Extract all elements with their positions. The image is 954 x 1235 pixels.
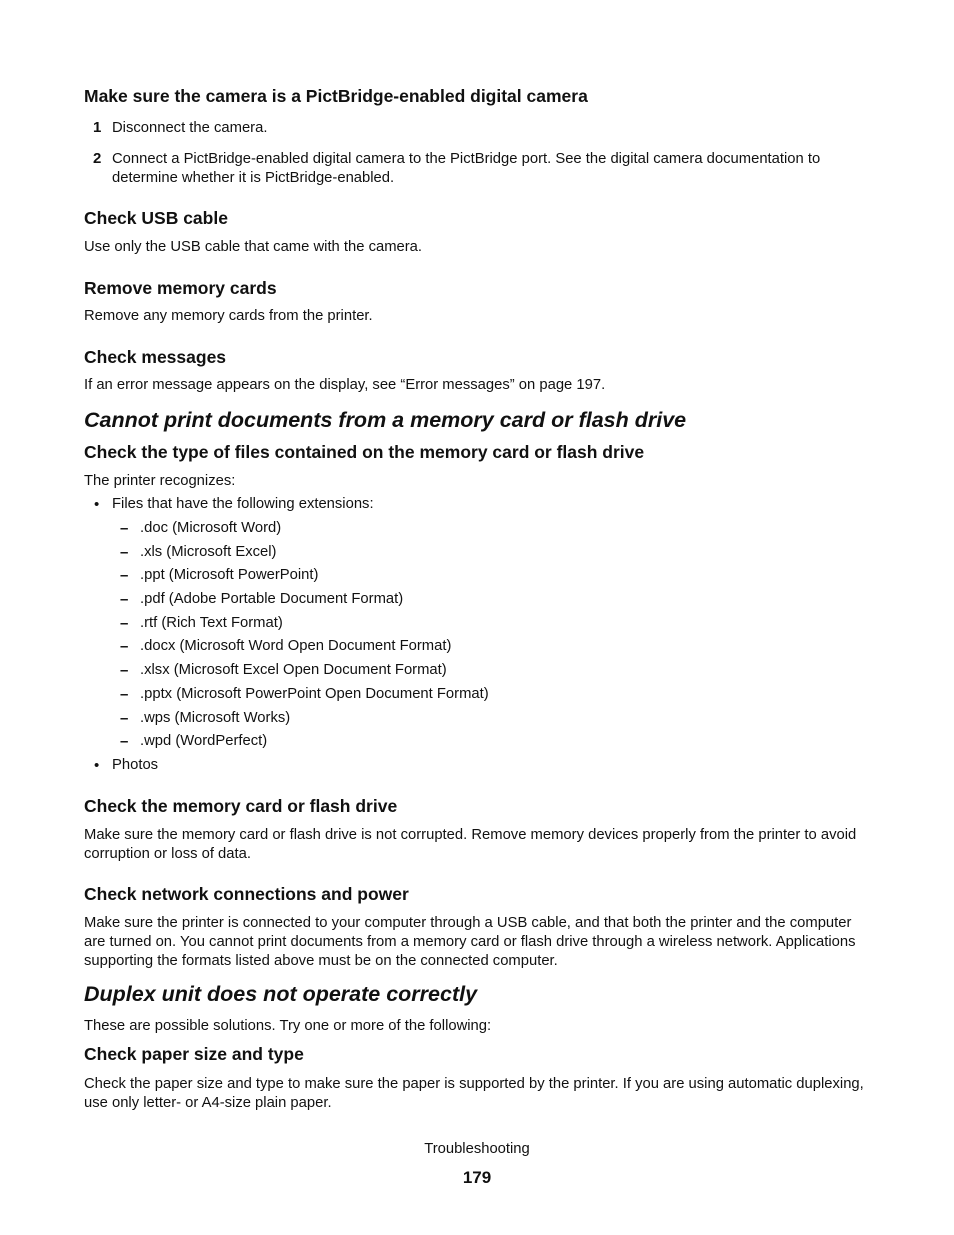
heading-check-messages: Check messages (84, 347, 227, 367)
printer-recognizes-text: The printer recognizes: (84, 473, 236, 489)
extension-item: .xlsx (Microsoft Excel Open Document Format) (140, 662, 447, 678)
extension-item: .docx (Microsoft Word Open Document Format) (140, 638, 452, 654)
extension-item: .xls (Microsoft Excel) (140, 544, 277, 560)
extension-item: .doc (Microsoft Word) (140, 520, 282, 536)
step-text: Disconnect the camera. (112, 120, 268, 136)
bullet-marker: • (94, 757, 100, 774)
messages-text: If an error message appears on the display, see “Error messages” on page 197. (84, 377, 606, 393)
heading-check-file-types: Check the type of files contained on the memory card or flash drive (84, 442, 645, 462)
step-number: 2 (93, 150, 102, 167)
extension-item: .pptx (Microsoft PowerPoint Open Document Format) (140, 686, 489, 702)
extension-item: .pdf (Adobe Portable Document Format) (140, 591, 404, 607)
page-number: 179 (462, 1168, 492, 1187)
network-text: Make sure the printer is connected to your computer through a USB cable, and that both the printer and the computer are turned on. You cannot print documents from a memory card or flash drive through a wireless network. Applications supporting the formats listed above must be on the connected computer. (84, 915, 856, 969)
title-duplex: Duplex unit does not operate correctly (84, 982, 478, 1006)
extension-item: .ppt (Microsoft PowerPoint) (140, 567, 319, 583)
dash-marker: – (120, 638, 129, 655)
memory-card-text: Make sure the memory card or flash drive is not corrupted. Remove memory devices properly from the printer to avoid corruption or loss of data. (84, 827, 857, 862)
memory-cards-text: Remove any memory cards from the printer. (84, 308, 373, 324)
title-cannot-print: Cannot print documents from a memory card or flash drive (84, 408, 687, 432)
step-text: Connect a PictBridge-enabled digital camera to the PictBridge port. See the digital camera documentation to determine whether it is PictBridge-enabled. (112, 151, 821, 186)
dash-marker: – (120, 615, 129, 632)
dash-marker: – (120, 544, 129, 561)
heading-check-paper: Check paper size and type (84, 1044, 304, 1064)
heading-check-network: Check network connections and power (84, 884, 409, 904)
extension-item: .wps (Microsoft Works) (140, 710, 291, 726)
extension-item: .rtf (Rich Text Format) (140, 615, 283, 631)
dash-marker: – (120, 733, 129, 750)
extension-item: .wpd (WordPerfect) (140, 733, 268, 749)
bullet-files-text: Files that have the following extensions: (112, 496, 374, 512)
dash-marker: – (120, 662, 129, 679)
dash-marker: – (120, 710, 129, 727)
paper-text: Check the paper size and type to make sure the paper is supported by the printer. If you are using automatic duplexing, use only letter- or A4-size plain paper. (84, 1076, 864, 1111)
footer-section-label: Troubleshooting (424, 1141, 530, 1157)
step-number: 1 (93, 119, 102, 136)
duplex-intro-text: These are possible solutions. Try one or more of the following: (84, 1018, 492, 1034)
dash-marker: – (120, 591, 129, 608)
dash-marker: – (120, 520, 129, 537)
dash-marker: – (120, 567, 129, 584)
heading-check-memory-card: Check the memory card or flash drive (84, 796, 398, 816)
heading-pictbridge-camera: Make sure the camera is a PictBridge-enabled digital camera (84, 86, 588, 106)
bullet-marker: • (94, 496, 100, 513)
heading-remove-memory-cards: Remove memory cards (84, 278, 277, 298)
bullet-photos-text: Photos (112, 757, 159, 773)
heading-check-usb-cable: Check USB cable (84, 208, 228, 228)
usb-text: Use only the USB cable that came with the camera. (84, 239, 423, 255)
dash-marker: – (120, 686, 129, 703)
